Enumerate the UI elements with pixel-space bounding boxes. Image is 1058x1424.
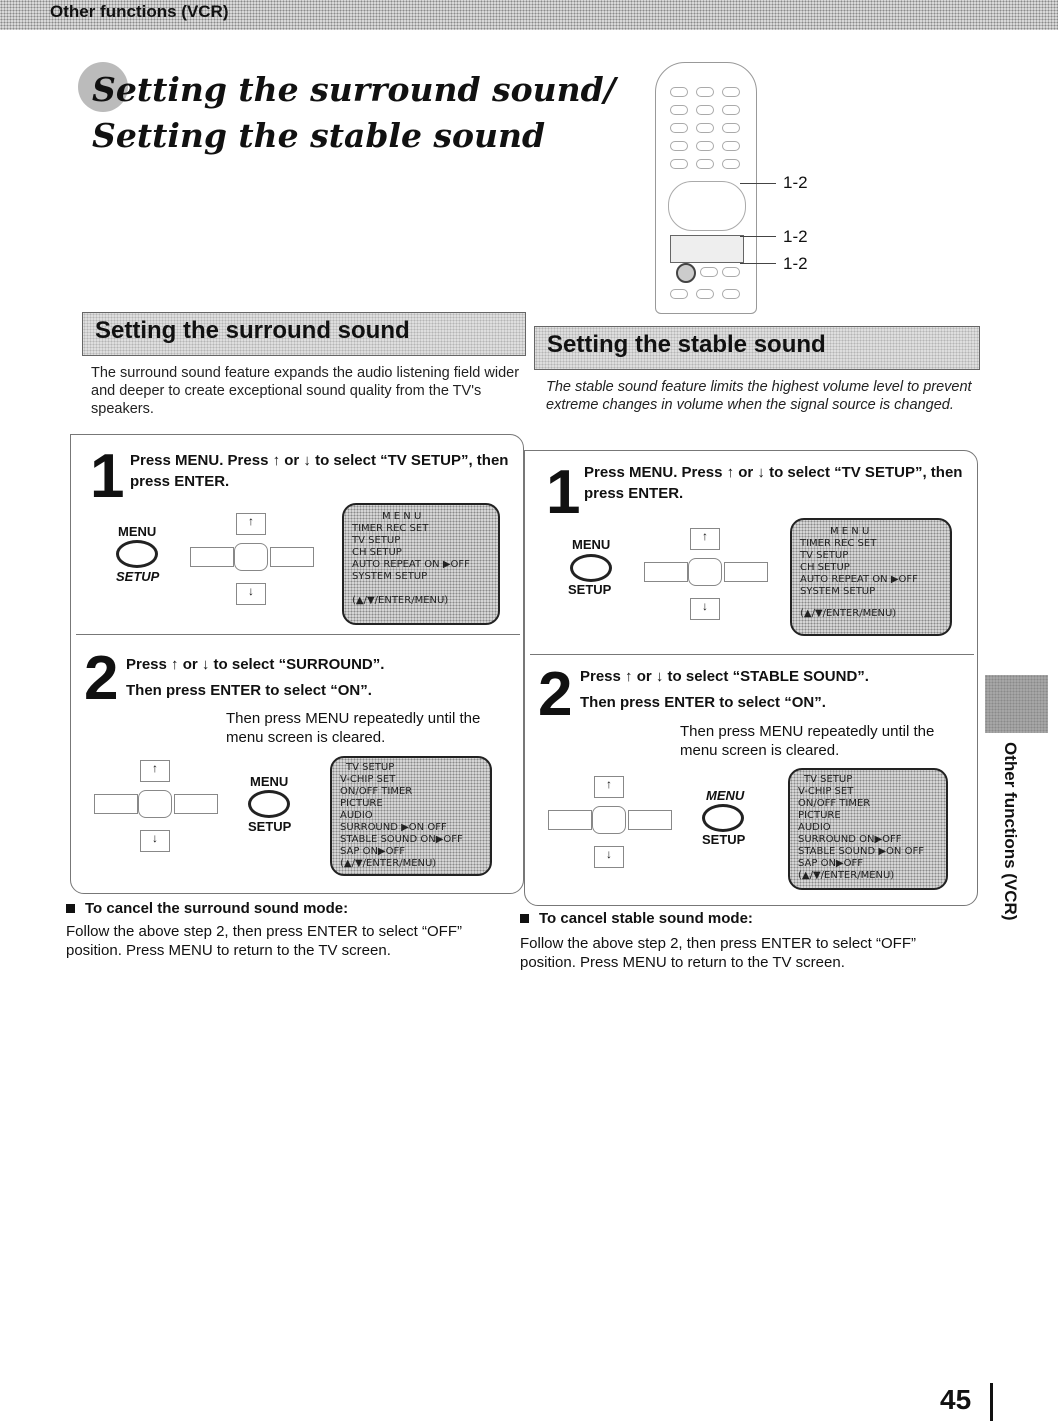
screen-line: ON/OFF TIMER [798,798,871,809]
screen-line: CH SETUP [800,562,850,573]
surround-step2-line2: Then press ENTER to select “ON”. [126,682,372,699]
page-number: 45 [940,1384,972,1415]
remote-callout-1: 1-2 [783,173,808,192]
stable-step2-number: 2 [538,660,573,729]
surround-step1-number: 1 [90,442,125,511]
screen-line: (▲/▼/ENTER/MENU) [352,595,449,606]
surround-step2-note: Then press MENU repeatedly until the menu screen is cleared. [226,710,481,746]
side-tab-label: Other functions (VCR) [1001,742,1020,921]
screen-line: PICTURE [340,798,383,809]
surround-step1-text: Press MENU. Press ↑ or ↓ to select “TV SETUP”, then press ENTER. [130,452,509,490]
screen-line: TV SETUP [352,535,401,546]
screen-line: AUDIO [798,822,831,833]
side-tab-marker [985,675,1048,733]
screen-line: (▲/▼/ENTER/MENU) [340,858,437,869]
surround-step1-menu-label: MENU [118,524,157,539]
screen-line: (▲/▼/ENTER/MENU) [798,870,895,881]
menu-button-icon [116,540,158,568]
menu-button-icon [570,554,612,582]
surround-step1-menu-screen [342,503,500,625]
screen-line: TV SETUP [346,762,395,773]
surround-cancel-title: To cancel the surround sound mode: [85,900,349,917]
screen-line: SURROUND ▶ON OFF [340,822,447,833]
screen-line: V-CHIP SET [798,786,854,797]
remote-callout-3: 1-2 [783,254,808,273]
page-title-line2: Setting the stable sound [92,116,546,155]
surround-steps-divider [76,634,520,635]
screen-line: M E N U [830,526,870,537]
bullet-square-icon [66,904,75,913]
direction-pad-icon: ↑ ↓ [94,760,218,850]
screen-line: TV SETUP [800,550,849,561]
stable-step1-text: Press MENU. Press ↑ or ↓ to select “TV SETUP”, then press ENTER. [584,464,963,502]
stable-step1-number: 1 [546,458,581,527]
page-number-bar [990,1383,993,1421]
surround-step2-number: 2 [84,644,119,713]
screen-line: M E N U [382,511,422,522]
stable-step1-setup-label: SETUP [568,582,612,597]
stable-steps-divider [530,654,974,655]
screen-line: CH SETUP [352,547,402,558]
surround-step2-menu-label: MENU [250,774,289,789]
direction-pad-icon: ↑ ↓ [548,776,672,866]
screen-line: V-CHIP SET [340,774,396,785]
stable-cancel-title: To cancel stable sound mode: [539,910,753,927]
surround-step1-setup-label: SETUP [116,569,160,584]
screen-line: (▲/▼/ENTER/MENU) [800,608,897,619]
screen-line: ON/OFF TIMER [340,786,413,797]
screen-line: SYSTEM SETUP [352,571,428,582]
stable-step2-menu-screen [788,768,948,890]
stable-cancel-body: Follow the above step 2, then press ENTER to select “OFF” position. Press MENU to return to the TV screen. [520,935,916,971]
screen-line: SYSTEM SETUP [800,586,876,597]
surround-section-header [82,312,526,356]
stable-step2-setup-label: SETUP [702,832,746,847]
stable-heading: Setting the stable sound [547,331,826,358]
stable-cancel-title-row [520,910,753,928]
surround-heading: Setting the surround sound [95,317,410,344]
surround-cancel-body: Follow the above step 2, then press ENTER to select “OFF” position. Press MENU to return to the TV screen. [66,923,462,959]
surround-step2-menu-screen [330,756,492,876]
surround-intro: The surround sound feature expands the audio listening field wider and deeper to create exceptional sound quality from the TV's speakers. [91,365,520,417]
bullet-square-icon [520,914,529,923]
screen-line: TIMER REC SET [800,538,877,549]
menu-button-icon [702,804,744,832]
stable-step2-line1: Press ↑ or ↓ to select “STABLE SOUND”. [580,668,869,685]
screen-line: STABLE SOUND ▶ON OFF [798,846,924,857]
screen-line: SAP ON▶OFF [798,858,863,869]
surround-step2-line1: Press ↑ or ↓ to select “SURROUND”. [126,656,385,673]
stable-step2-note: Then press MENU repeatedly until the menu screen is cleared. [680,723,935,759]
menu-button-icon [248,790,290,818]
header-section-label: Other functions (VCR) [50,2,229,21]
stable-step1-menu-label: MENU [572,537,611,552]
screen-line: AUDIO [340,810,373,821]
screen-line: AUTO REPEAT ON ▶OFF [352,559,470,570]
remote-control-illustration [655,62,757,314]
screen-line: PICTURE [798,810,841,821]
remote-callout-2: 1-2 [783,227,808,246]
screen-line: AUTO REPEAT ON ▶OFF [800,574,918,585]
surround-step2-setup-label: SETUP [248,819,292,834]
direction-pad-icon: ↑ ↓ [190,513,314,603]
screen-line: SAP ON▶OFF [340,846,405,857]
stable-section-header [534,326,980,370]
stable-step2-menu-label: MENU [706,788,745,803]
screen-line: SURROUND ON▶OFF [798,834,902,845]
direction-pad-icon: ↑ ↓ [644,528,768,618]
surround-cancel-title-row [66,900,348,918]
stable-intro: The stable sound feature limits the highest volume level to prevent extreme changes in volume when the signal source is changed. [546,379,972,413]
screen-line: TIMER REC SET [352,523,429,534]
screen-line: STABLE SOUND ON▶OFF [340,834,463,845]
screen-line: TV SETUP [804,774,853,785]
stable-step2-line2: Then press ENTER to select “ON”. [580,694,826,711]
page-title-line1: Setting the surround sound/ [92,70,616,109]
stable-step1-menu-screen [790,518,952,636]
